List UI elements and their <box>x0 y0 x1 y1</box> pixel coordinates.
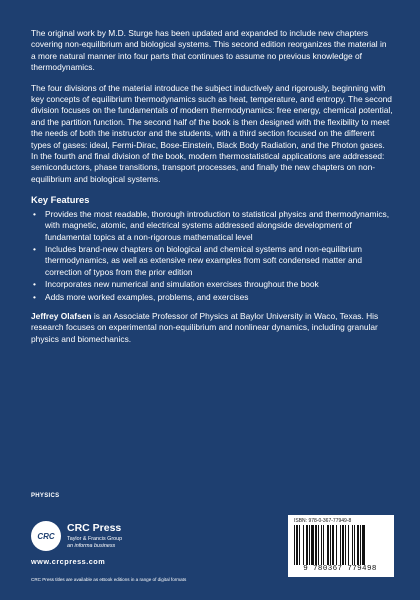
barcode-icon <box>294 525 388 565</box>
crc-logo-icon <box>31 521 61 551</box>
key-features-heading: Key Features <box>31 195 90 206</box>
ebook-note: CRC Press titles are available as eBook editions in a range of digital formats <box>31 577 187 582</box>
barcode-bar <box>362 525 365 565</box>
author-bio <box>31 311 393 345</box>
barcode-bar <box>348 525 349 565</box>
barcode-bar <box>306 525 308 565</box>
publisher-tagline: an informa business <box>67 543 116 549</box>
publisher-name: CRC Press <box>67 522 122 534</box>
barcode-bar <box>332 525 334 565</box>
barcode-bar <box>294 525 295 565</box>
list-item: • Provides the most readable, thorough introduction to statistical physics and thermodynamics, with magnetic, atomic, and electrical systems addressed alongside development of fundamental topics at a non-rigorous mathematical level <box>31 209 393 243</box>
list-item: • Adds more worked examples, problems, and exercises <box>31 292 393 303</box>
barcode-bar <box>299 525 300 565</box>
barcode-digits: 9 780367 779498 <box>303 565 377 573</box>
publisher-group: Taylor & Francis Group <box>67 536 123 542</box>
intro-paragraph: The original work by M.D. Sturge has been updated and expanded to include new chapters covering non-equilibrium and biological systems. This second edition reorganizes the material in a more natural manner into four parts that continues to assume no previous knowledge of thermodynamics. <box>31 28 387 73</box>
list-item: • Includes brand-new chapters on biological and chemical systems and non-equilibrium thermodynamics, as well as extensive new examples from soft condensed matter and correction of typos from the prior edition <box>31 244 393 278</box>
barcode-bar <box>303 525 304 565</box>
barcode-bar <box>342 525 344 565</box>
barcode-bar <box>357 525 359 565</box>
isbn-text: ISBN: 978-0-367-77949-8 <box>294 518 352 524</box>
barcode-bar <box>352 525 353 565</box>
publisher-logo <box>31 519 181 569</box>
cover-text <box>31 28 393 354</box>
barcode-bar <box>315 525 317 565</box>
barcode-bar <box>321 525 322 565</box>
barcode-bar <box>330 525 331 565</box>
author-bio-text: is an Associate Professor of Physics at Baylor University in Waco, Texas. His research focuses on experimental non-equilibrium and nonlinear dynamics, including granular physics and biomechanics. <box>31 310 379 344</box>
category-label: PHYSICS <box>31 493 60 499</box>
author-name: Jeffrey Olafsen <box>31 310 92 321</box>
key-features-list <box>31 209 393 303</box>
barcode-bar <box>323 525 324 565</box>
barcode-bar <box>360 525 361 565</box>
barcode-bar <box>296 525 298 565</box>
barcode-bar <box>340 525 341 565</box>
logo-mark: CRC <box>37 532 55 541</box>
barcode <box>288 515 394 577</box>
barcode-bar <box>336 525 337 565</box>
barcode-bar <box>309 525 310 565</box>
barcode-bar <box>318 525 319 565</box>
barcode-bar <box>327 525 329 565</box>
barcode-bar <box>311 525 314 565</box>
divisions-paragraph: The four divisions of the material introduce the subject inductively and rigorously, beginning with key concepts of equilibrium thermodynamics such as heat, temperature, and entropy. The second division focuses on the fundamentals of modern thermodynamics: free energy, chemical potential, and the partition function. The second half of the book is then designed with the flexibility to meet the needs of both the instructor and the students, with a third section focused on the different types of gases: ideal, Fermi-Dirac, Bose-Einstein, Black Body Radiation, and the Photon gases. In the fourth and final division of the book, modern thermostatistical applications are addressed: semiconductors, phase transitions, transport processes, and finally the new chapters on non-equilibrium and biological systems. <box>31 82 393 184</box>
list-item: • Incorporates new numerical and simulation exercises throughout the book <box>31 279 393 290</box>
publisher-url: www.crcpress.com <box>31 557 106 566</box>
barcode-bar <box>354 525 355 565</box>
barcode-bar <box>345 525 346 565</box>
